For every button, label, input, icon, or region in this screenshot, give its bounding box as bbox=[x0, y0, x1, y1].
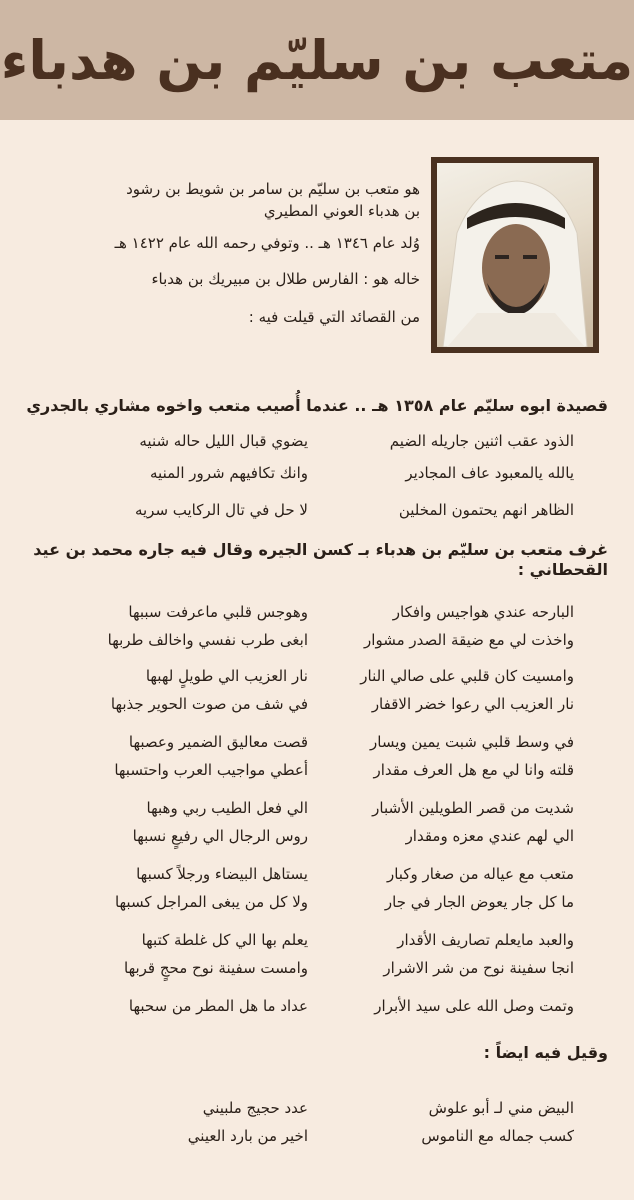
verse-left: قصت معاليق الضمير وعصبها bbox=[128, 733, 308, 751]
verse-left: روس الرجال الي رفيعٍ نسبها bbox=[132, 827, 308, 845]
verse-right: الذود عقب اثنين جاريله الضيم bbox=[389, 432, 574, 450]
biography-intro bbox=[20, 178, 420, 328]
verse-left: نار العزيب الي طويلٍ لهبها bbox=[145, 667, 308, 685]
verse-right: الظاهر انهم يحتمون المخلين bbox=[398, 501, 574, 519]
verse-right: واخذت لي مع ضيقة الصدر مشوار bbox=[364, 631, 574, 649]
verse-right: والعبد مايعلم تصاريف الأقدار bbox=[397, 931, 574, 949]
verse-right: البيض مني لـ أبو علوش bbox=[428, 1099, 574, 1117]
intro-line: من القصائد التي قيلت فيه : bbox=[248, 308, 420, 326]
verse-left: وامست سفينة نوح محجٍ قربها bbox=[124, 959, 308, 977]
intro-line: بن هدباء العوني المطيري bbox=[263, 202, 420, 220]
poem2-title: القحطاني : bbox=[517, 560, 608, 579]
poem2-title: غرف متعب بن سليّم بن هدباء بـ كسن الجيره وقال فيه جاره محمد بن عيد bbox=[33, 540, 608, 559]
verse-right: يالله يالمعبود عاف المجادير bbox=[405, 464, 574, 482]
verse-right: قلته وانا لي مع هل العرف مقدار bbox=[373, 761, 574, 779]
title-banner bbox=[0, 0, 634, 120]
verse-right: في وسط قلبي شبت يمين ويسار bbox=[370, 733, 574, 751]
verse-right: شديت من قصر الطويلين الأشبار bbox=[372, 799, 574, 817]
verse-right: البارحه عندي هواجيس وافكار bbox=[392, 603, 574, 621]
verse-left: في شف من صوت الحوير جذبها bbox=[110, 695, 308, 713]
verse-right: الي لهم عندي معزه ومقدار bbox=[405, 827, 574, 845]
intro-line: وُلد عام ١٣٤٦ هـ .. وتوفي رحمه الله عام ١٤٢٢ هـ bbox=[114, 234, 420, 252]
portrait-illustration bbox=[437, 163, 593, 347]
verse-left: وهوجس قلبي ماعرفت سببها bbox=[128, 603, 308, 621]
verse-right: وتمت وصل الله على سيد الأبرار bbox=[374, 997, 574, 1015]
verse-left: عداد ما هل المطر من سحبها bbox=[128, 997, 308, 1015]
page-title: متعب بن سليّم بن هدباء bbox=[0, 28, 634, 92]
verse-left: الي فعل الطيب ربي وهبها bbox=[146, 799, 308, 817]
verse-left: يستاهل البيضاء ورجلاً كسبها bbox=[136, 865, 308, 883]
verse-right: وامسيت كان قلبي على صالي النار bbox=[360, 667, 574, 685]
verse-right: انجا سفينة نوح من شر الاشرار bbox=[383, 959, 574, 977]
poem3-title: وقيل فيه ايضاً : bbox=[483, 1043, 608, 1062]
verse-left: وانك تكافيهم شرور المنيه bbox=[150, 464, 308, 482]
portrait-image bbox=[437, 163, 593, 347]
verse-left: ابغى طرب نفسي واخالف طربها bbox=[107, 631, 308, 649]
portrait-photo bbox=[431, 157, 599, 353]
verse-right: نار العزيب الي رعوا خضر الاقفار bbox=[371, 695, 574, 713]
verse-left: اخير من بارد العيني bbox=[187, 1127, 308, 1145]
verse-left: يعلم بها الي كل غلطة كتبها bbox=[141, 931, 308, 949]
verse-right: متعب مع عياله من صغار وكبار bbox=[386, 865, 574, 883]
intro-line: هو متعب بن سليّم بن سامر بن شويط بن رشود bbox=[126, 180, 420, 198]
poem1-title: قصيدة ابوه سليّم عام ١٣٥٨ هـ .. عندما أُصيب متعب واخوه مشاري بالجدري bbox=[26, 396, 608, 415]
verse-left: لا حل في تال الركايب سريه bbox=[134, 501, 308, 519]
intro-line: خاله هو : الفارس طلال بن مبيريك بن هدباء bbox=[151, 270, 420, 288]
verse-right: كسب جماله مع الناموس bbox=[421, 1127, 574, 1145]
verse-left: أعطي مواجيب العرب واحتسبها bbox=[114, 761, 308, 779]
verse-left: يضوي قبال الليل حاله شنيه bbox=[139, 432, 308, 450]
verse-left: عدد حجيج ملبيني bbox=[202, 1099, 308, 1117]
verse-right: ما كل جار يعوض الجار في جار bbox=[384, 893, 574, 911]
verse-left: ولا كل من يبغى المراجل كسبها bbox=[114, 893, 308, 911]
